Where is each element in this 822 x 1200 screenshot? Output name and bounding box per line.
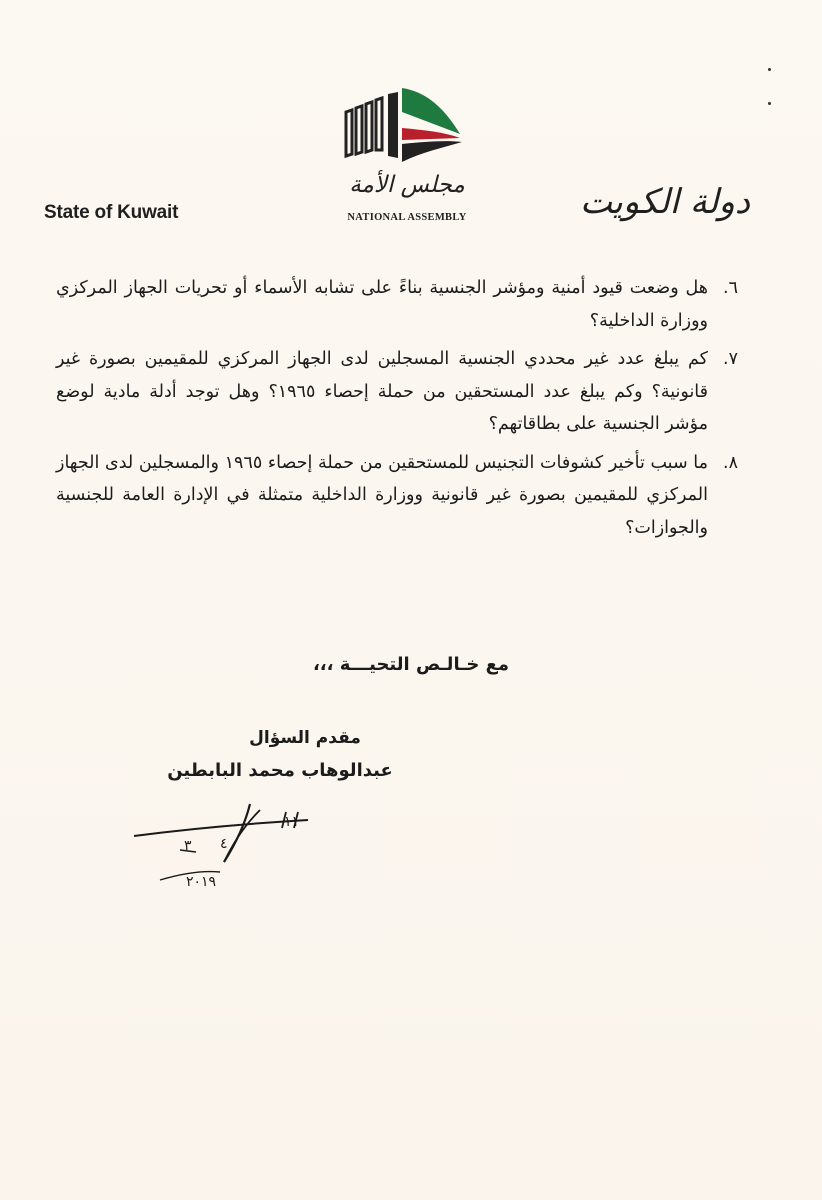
logo-english-text: NATIONAL ASSEMBLY <box>347 212 467 223</box>
question-number: ٨. <box>723 452 738 473</box>
state-name-arabic: دولة الكويت <box>580 182 750 222</box>
closing-greeting: مع خـالـص التحيـــة ،،، <box>312 654 510 675</box>
signature-date-month: ٤ <box>220 836 228 852</box>
corner-marks <box>766 68 774 108</box>
question-text: هل وضعت قيود أمنية ومؤشر الجنسية بناءً على تشابه الأسماء أو تحريات الجهاز المركزي ووزارة الداخلية؟ <box>56 278 708 331</box>
assembly-emblem-icon <box>332 72 482 172</box>
question-text: ما سبب تأخير كشوفات التجنيس للمستحقين من حملة إحصاء ١٩٦٥ والمسجلين لدى الجهاز المركزي للمقيمين بصورة غير قانونية ووزارة الداخلية متمثلة في الإدارة العامة للجنسية والجوازات؟ <box>56 452 708 538</box>
signature-date-year: ٢٠١٩ <box>186 874 217 890</box>
question-number: ٦. <box>723 278 738 298</box>
question-number: ٧. <box>723 349 738 369</box>
question-item <box>56 343 738 441</box>
question-item <box>56 447 738 545</box>
question-text: كم يبلغ عدد غير محددي الجنسية المسجلين لدى الجهاز المركزي للمقيمين بصورة غير قانونية؟ وكم يبلغ عدد المستحقين من حملة إحصاء ١٩٦٥؟ وهل توجد أدلة مادية لوضع مؤشر الجنسية على بطاقاتهم؟ <box>56 349 709 434</box>
handwritten-signature <box>120 790 320 900</box>
questions-list <box>56 272 738 550</box>
state-name-english: State of Kuwait <box>44 202 179 223</box>
signature-date-prefix: ٣ <box>184 838 192 854</box>
signatory-title: مقدم السؤال <box>249 728 361 748</box>
logo-arabic-text: مجلس الأمة <box>349 172 465 198</box>
signatory-name: عبدالوهاب محمد البابطين <box>167 760 393 781</box>
national-assembly-logo <box>332 72 482 232</box>
signature-date-day: ١١ <box>284 814 300 830</box>
question-item <box>56 272 738 337</box>
